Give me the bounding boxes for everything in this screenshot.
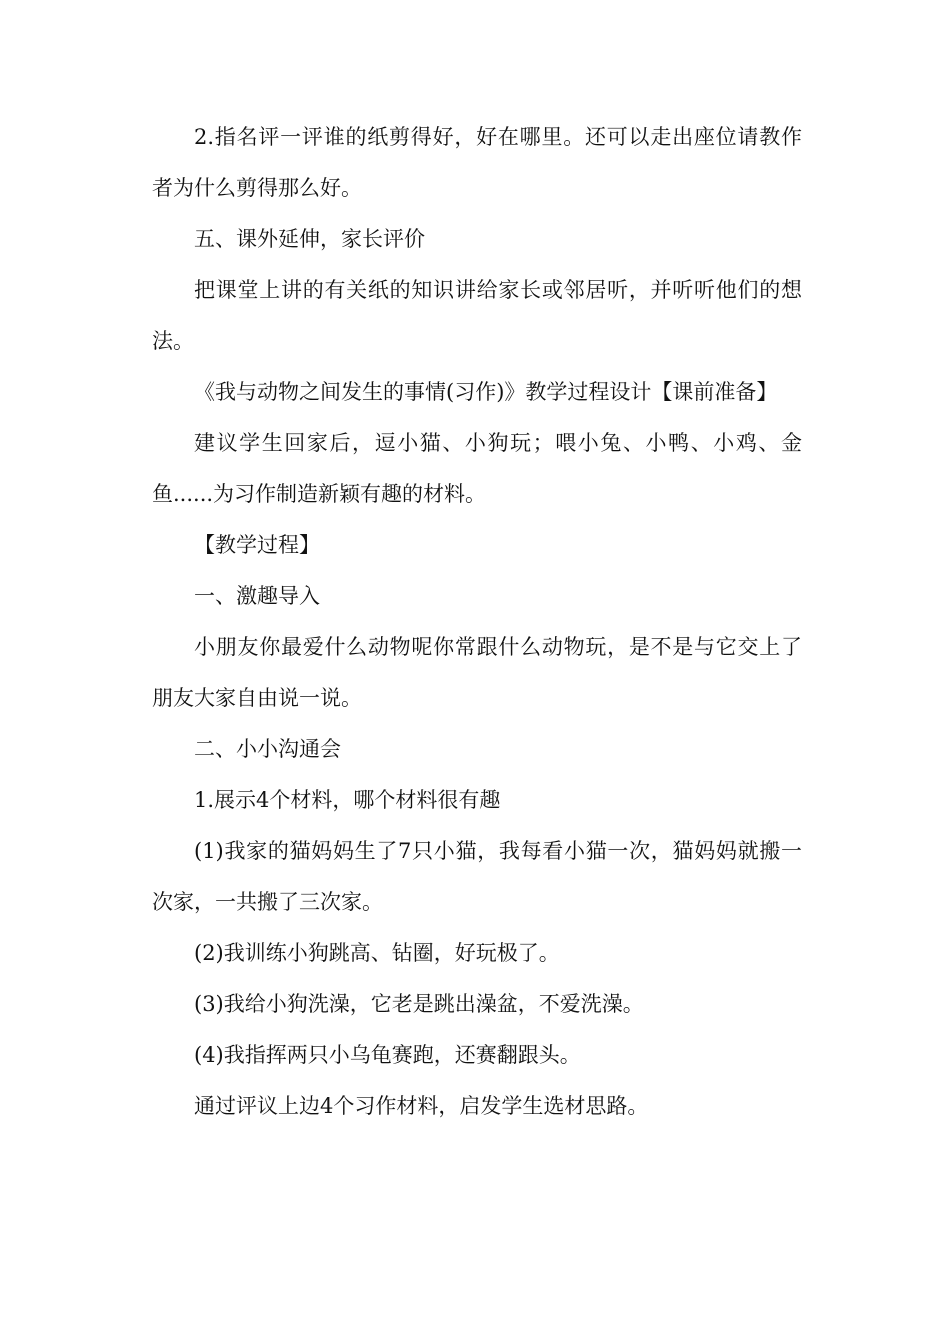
paragraph: 通过评议上边4个习作材料，启发学生选材思路。 <box>194 1094 649 1118</box>
paragraph: 2.指名评一评谁的纸剪得好，好在哪里。还可以走出座位请教作者为什么剪得那么好。 <box>152 125 802 200</box>
paragraph: 小朋友你最爱什么动物呢你常跟什么动物玩，是不是与它交上了朋友大家自由说一说。 <box>152 635 802 710</box>
list-item: (1)我家的猫妈妈生了7只小猫，我每看小猫一次，猫妈妈就搬一次家，一共搬了三次家。 <box>152 839 802 914</box>
lesson-title: 《我与动物之间发生的事情(习作)》教学过程设计【课前准备】 <box>194 380 778 404</box>
section-heading: 一、激趣导入 <box>194 584 320 608</box>
section-heading: 【教学过程】 <box>194 533 320 557</box>
paragraph: 建议学生回家后，逗小猫、小狗玩；喂小兔、小鸭、小鸡、金鱼......为习作制造新颖有趣的材料。 <box>152 431 802 506</box>
list-item: (4)我指挥两只小乌龟赛跑，还赛翻跟头。 <box>194 1043 581 1067</box>
paragraph: 把课堂上讲的有关纸的知识讲给家长或邻居听，并听听他们的想法。 <box>152 278 802 353</box>
section-heading: 二、小小沟通会 <box>194 737 341 761</box>
paragraph: 1.展示4个材料，哪个材料很有趣 <box>194 788 501 812</box>
section-heading: 五、课外延伸，家长评价 <box>194 227 425 251</box>
list-item: (3)我给小狗洗澡，它老是跳出澡盆，不爱洗澡。 <box>194 992 644 1016</box>
document-body <box>152 112 802 1132</box>
list-item: (2)我训练小狗跳高、钻圈，好玩极了。 <box>194 941 560 965</box>
